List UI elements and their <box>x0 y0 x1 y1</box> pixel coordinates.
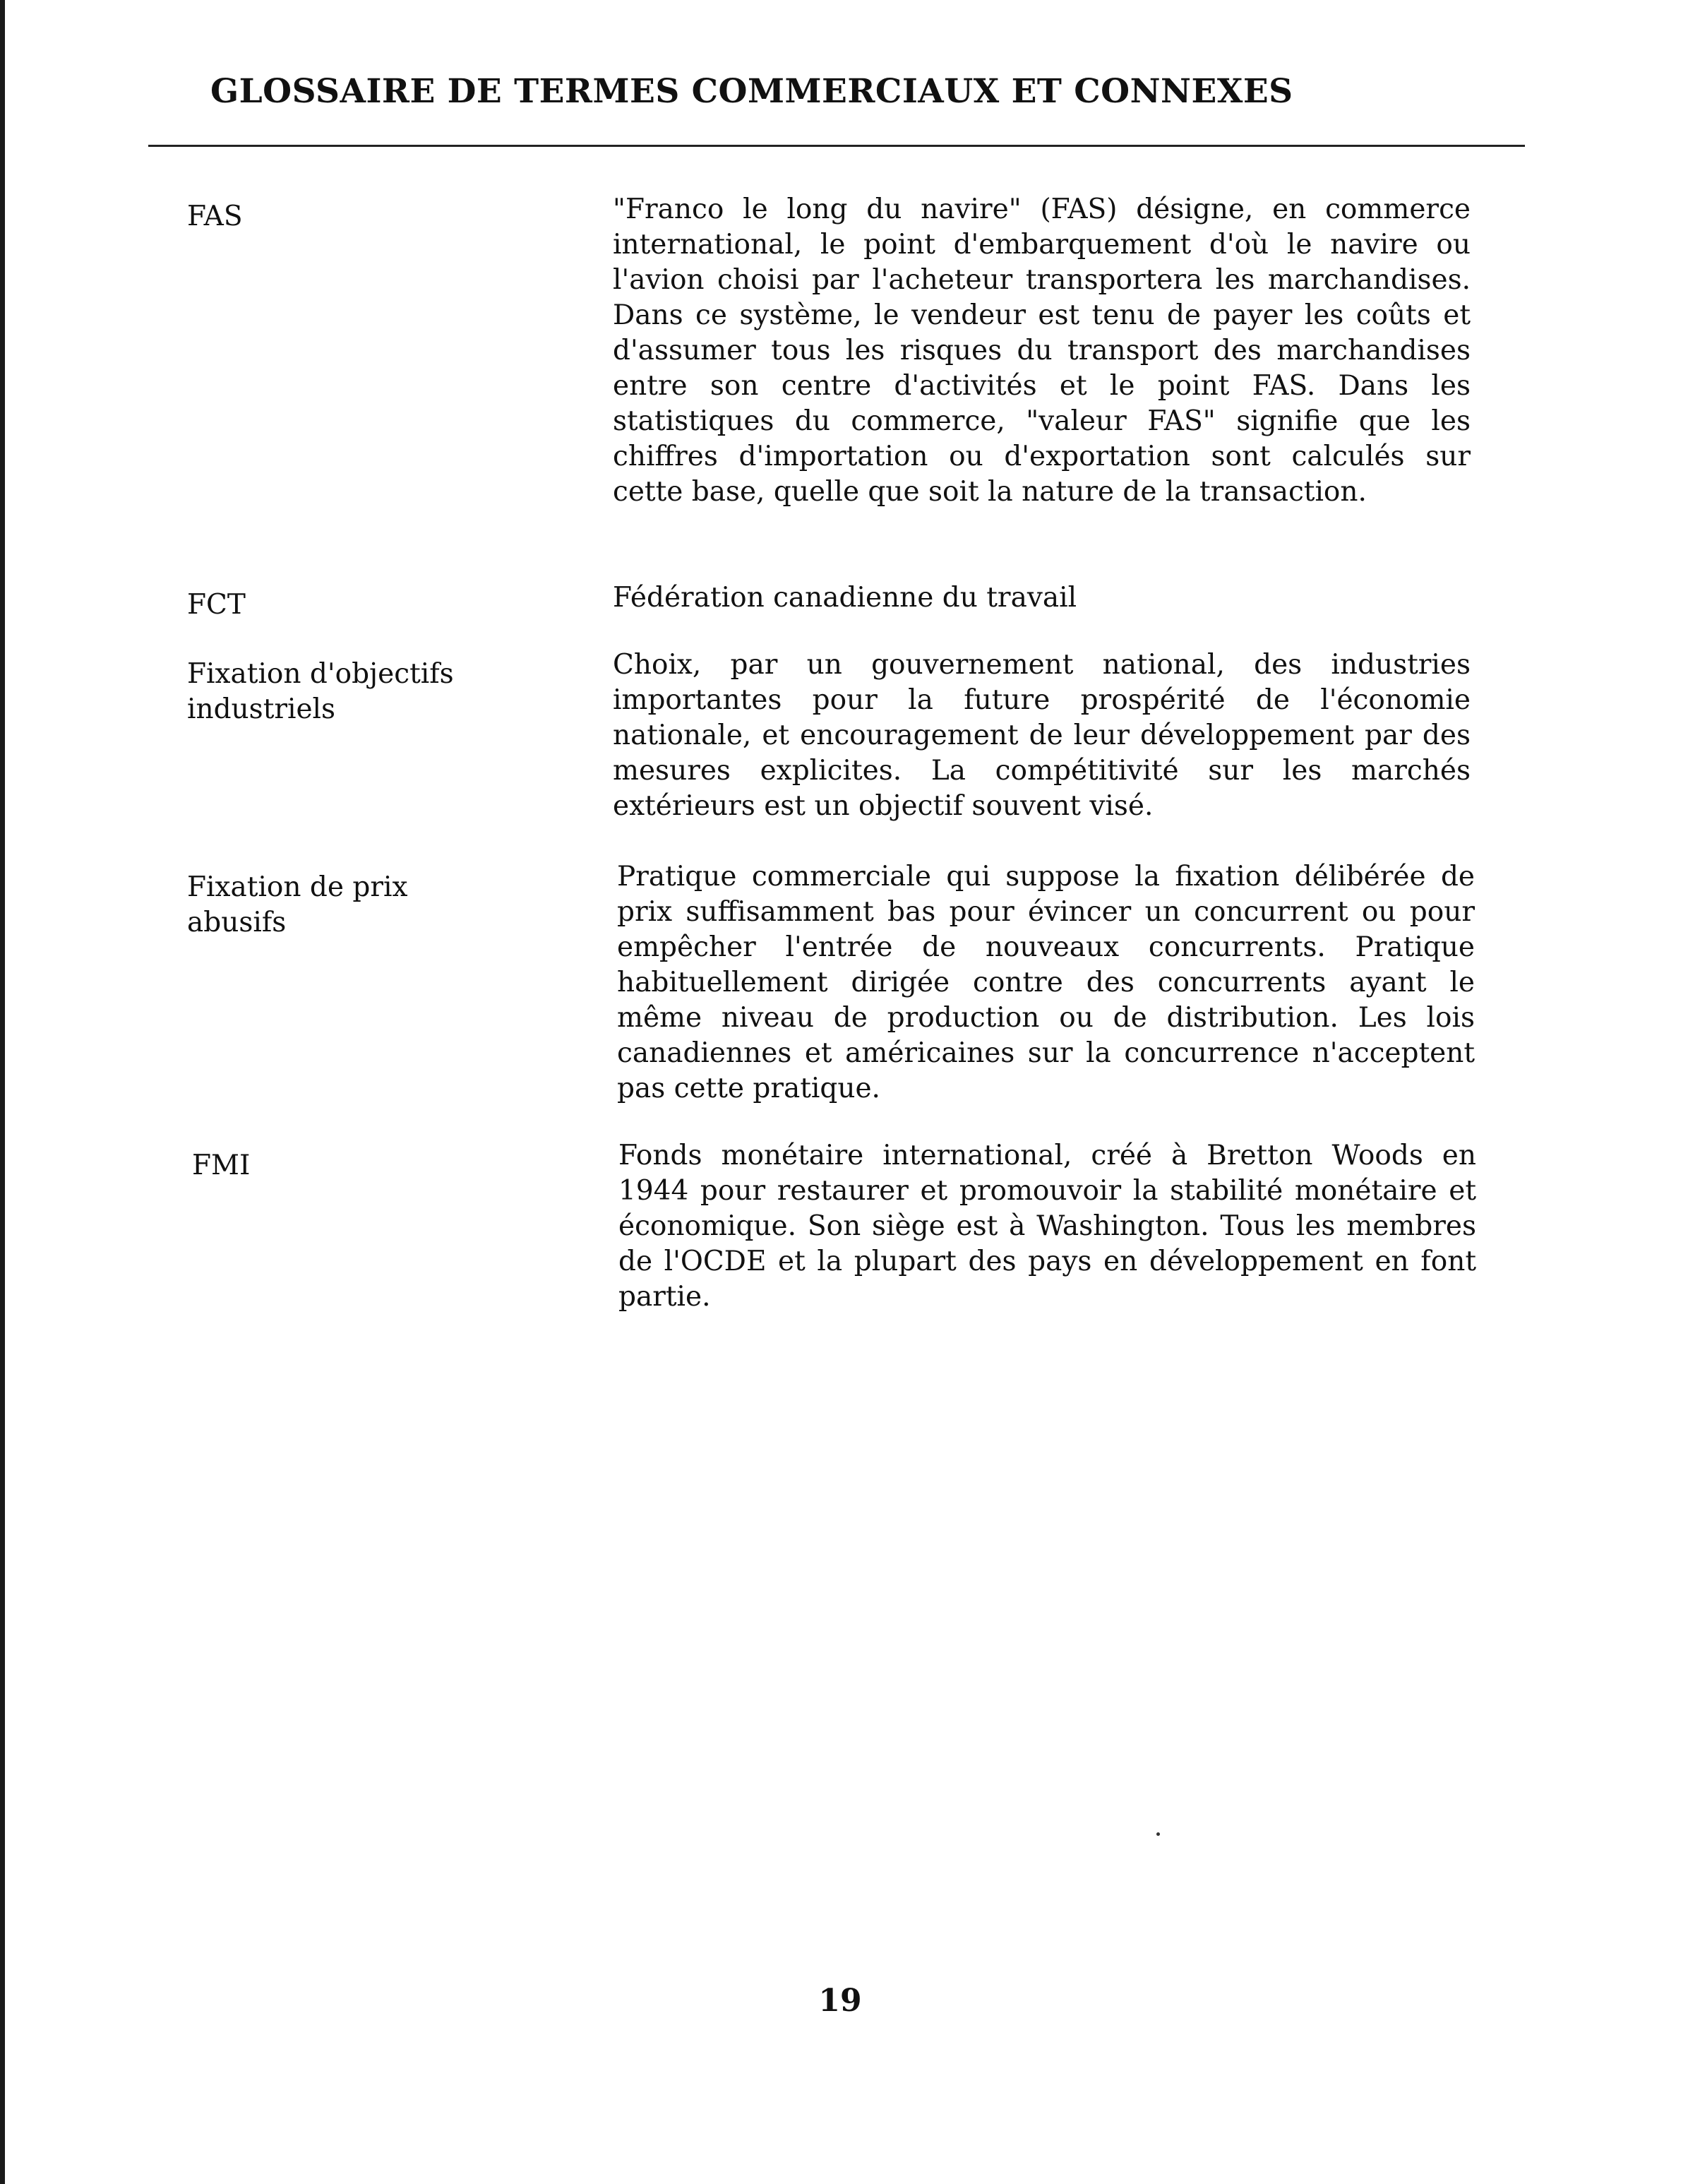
entry-term: Fixation de prix abusifs <box>187 871 408 938</box>
page-title: GLOSSAIRE DE TERMES COMMERCIAUX ET CONNEXES <box>210 72 1293 111</box>
scan-speck <box>1156 1832 1160 1836</box>
page-number: 19 <box>818 1983 862 2019</box>
entry-term: Fixation d'objectifs industriels <box>187 658 454 725</box>
entry-term: FAS <box>187 201 243 232</box>
entry-definition: Fédération canadienne du travail <box>613 582 1077 614</box>
entry-term: FCT <box>187 589 246 621</box>
entry-definition: "Franco le long du navire" (FAS) désigne, en commerce international, le point d'embarquement d'où le navire ou l'avion choisi par l'acheteur transportera les marchandises. Dans ce système, le vendeur est tenu de payer les coûts et d'assumer tous les risques du transport des marchandises entre son centre d'activités et le point FAS. Dans les statistiques du commerce, "valeur FAS" signifie que les chiffres d'importation ou d'exportation sont calculés sur cette base, quelle que soit la nature de la transaction. <box>613 193 1471 508</box>
entry-definition: Choix, par un gouvernement national, des industries importantes pour la future prospérité de l'économie nationale, et encouragement de leur développement par des mesures explicites. La compétitivité sur les marchés extérieurs est un objectif souvent visé. <box>613 649 1471 822</box>
entry-term: FMI <box>192 1150 251 1181</box>
entry-definition: Pratique commerciale qui suppose la fixation délibérée de prix suffisamment bas pour évincer un concurrent ou pour empêcher l'entrée de nouveaux concurrents. Pratique habituellement dirigée contre des concurrents ayant le même niveau de production ou de distribution. Les lois canadiennes et américaines sur la concurrence n'acceptent pas cette pratique. <box>617 861 1475 1104</box>
entry-definition: Fonds monétaire international, créé à Bretton Woods en 1944 pour restaurer et promouvoir la stabilité monétaire et économique. Son siège est à Washington. Tous les membres de l'OCDE et la plupart des pays en développement en font partie. <box>618 1140 1476 1313</box>
